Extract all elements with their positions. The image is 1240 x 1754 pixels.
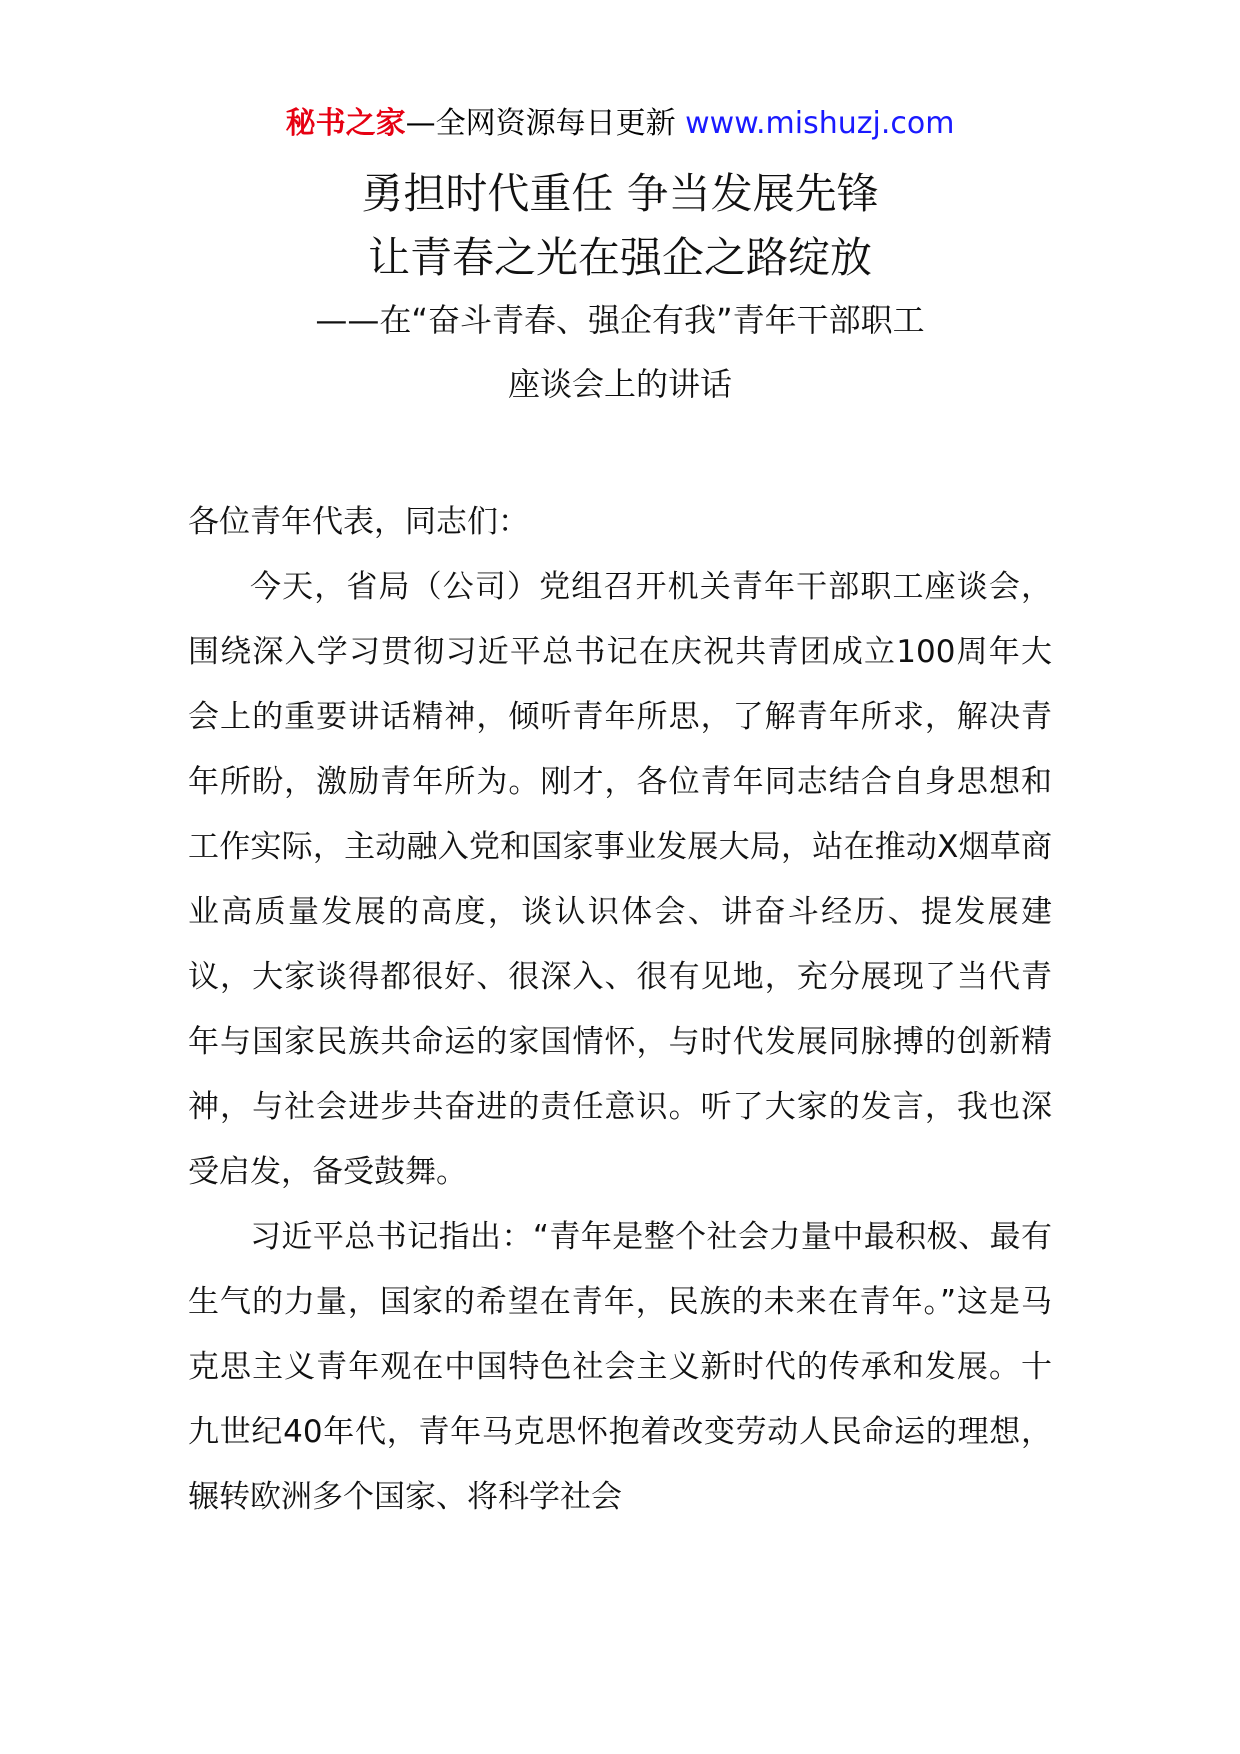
paragraph-2: 习近平总书记指出：“青年是整个社会力量中最积极、最有生气的力量，国家的希望在青年，民族的未来在青年。”这是马克思主义青年观在中国特色社会主义新时代的传承和发展。十九世纪40年代，青年马克思怀抱着改变劳动人民命运的理想，辗转欧洲多个国家、将科学社会 [188, 1219, 1052, 1515]
brand-name: 秘书之家 [285, 106, 406, 141]
title-line-1: 勇担时代重任 争当发展先锋 [361, 169, 879, 218]
speech-body [188, 490, 1052, 1530]
subtitle-line-1: ——在“奋斗青春、强企有我”青年干部职工 [315, 301, 925, 339]
subtitle-line-2: 座谈会上的讲话 [507, 365, 732, 403]
paragraph-1: 今天，省局（公司）党组召开机关青年干部职工座谈会，围绕深入学习贯彻习近平总书记在庆祝共青团成立100周年大会上的重要讲话精神，倾听青年所思，了解青年所求，解决青年所盼，激励青年所为。刚才，各位青年同志结合自身思想和工作实际，主动融入党和国家事业发展大局，站在推动X烟草商业高质量发展的高度，谈认识体会、讲奋斗经历、提发展建议，大家谈得都很好、很深入、很有见地，充分展现了当代青年与国家民族共命运的家国情怀，与时代发展同脉搏的创新精神，与社会进步共奋进的责任意识。听了大家的发言，我也深受启发，备受鼓舞。 [188, 569, 1052, 1190]
salutation: 各位青年代表，同志们： [188, 504, 529, 540]
site-header [0, 104, 1240, 144]
header-tagline: —全网资源每日更新 [405, 106, 686, 141]
title-line-2: 让青春之光在强企之路绽放 [367, 233, 872, 282]
site-url-link[interactable]: www.mishuzj.com [685, 106, 955, 141]
